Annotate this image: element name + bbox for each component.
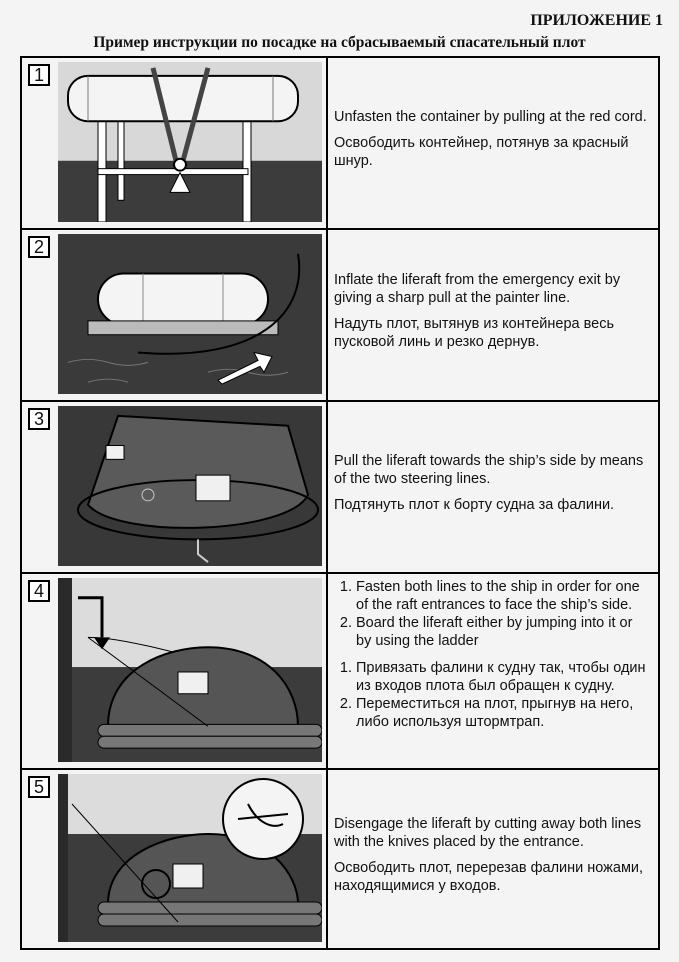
- step-list-item: 1. Fasten both lines to the ship in order for one of the raft entrances to face the ship’s side.: [356, 578, 650, 614]
- step-row-2: [22, 230, 658, 402]
- step-text-cell: [334, 230, 650, 400]
- step-number: 3: [28, 408, 50, 430]
- step-row-4: [22, 574, 658, 770]
- step-text-cell: [334, 574, 650, 768]
- step-list-item: 2. Board the liferaft either by jumping into it or by using the ladder: [356, 614, 650, 650]
- step-number: 1: [28, 64, 50, 86]
- step-image-cell: [22, 574, 328, 768]
- step-number: 5: [28, 776, 50, 798]
- step-list-item: 1. Привязать фалини к судну так, чтобы один из входов плота был обращен к судну.: [356, 659, 650, 695]
- step-text-ru: Освободить плот, перерезав фалини ножами, находящимися у входов.: [334, 860, 644, 895]
- document-title: Пример инструкции по посадке на сбрасываемый спасательный плот: [93, 34, 586, 51]
- step-text-cell: [334, 58, 650, 228]
- step-text-ru: Подтянуть плот к борту судна за фалини.: [334, 497, 615, 514]
- step-image-cell: [22, 402, 328, 572]
- raft-pull-illustration: [58, 406, 322, 566]
- step-image-cell: [22, 770, 328, 948]
- step-image-cell: [22, 230, 328, 400]
- step-number: 4: [28, 580, 50, 602]
- step-text-en: Pull the liferaft towards the ship’s side by means of the two steering lines.: [334, 452, 644, 487]
- instruction-table: [20, 56, 660, 950]
- container-release-illustration: [58, 62, 322, 222]
- step-row-3: [22, 402, 658, 574]
- appendix-label: ПРИЛОЖЕНИЕ 1: [530, 12, 663, 29]
- step-number: 2: [28, 236, 50, 258]
- step-text-cell: [334, 402, 650, 572]
- step-list-item: 2. Переместиться на плот, прыгнув на него, либо используя штормтрап.: [356, 695, 650, 731]
- step-text-ru: Надуть плот, вытянув из контейнера весь пусковой линь и резко дернув.: [334, 316, 615, 351]
- step-list-en: [334, 578, 650, 651]
- step-list-ru: [334, 659, 650, 732]
- step-text-ru: Освободить контейнер, потянув за красный шнур.: [334, 134, 629, 170]
- line-cutting-illustration: [58, 774, 322, 942]
- step-text-en: Inflate the liferaft from the emergency exit by giving a sharp pull at the painter line.: [334, 271, 621, 306]
- boarding-illustration: [58, 578, 322, 762]
- raft-inflation-illustration: [58, 234, 322, 394]
- step-row-5: [22, 770, 658, 948]
- step-text-en: Unfasten the container by pulling at the red cord.: [334, 108, 647, 125]
- step-text-en: Disengage the liferaft by cutting away both lines with the knives placed by the entrance.: [334, 815, 642, 850]
- step-image-cell: [22, 58, 328, 228]
- step-row-1: [22, 58, 658, 230]
- step-text-cell: [334, 770, 650, 948]
